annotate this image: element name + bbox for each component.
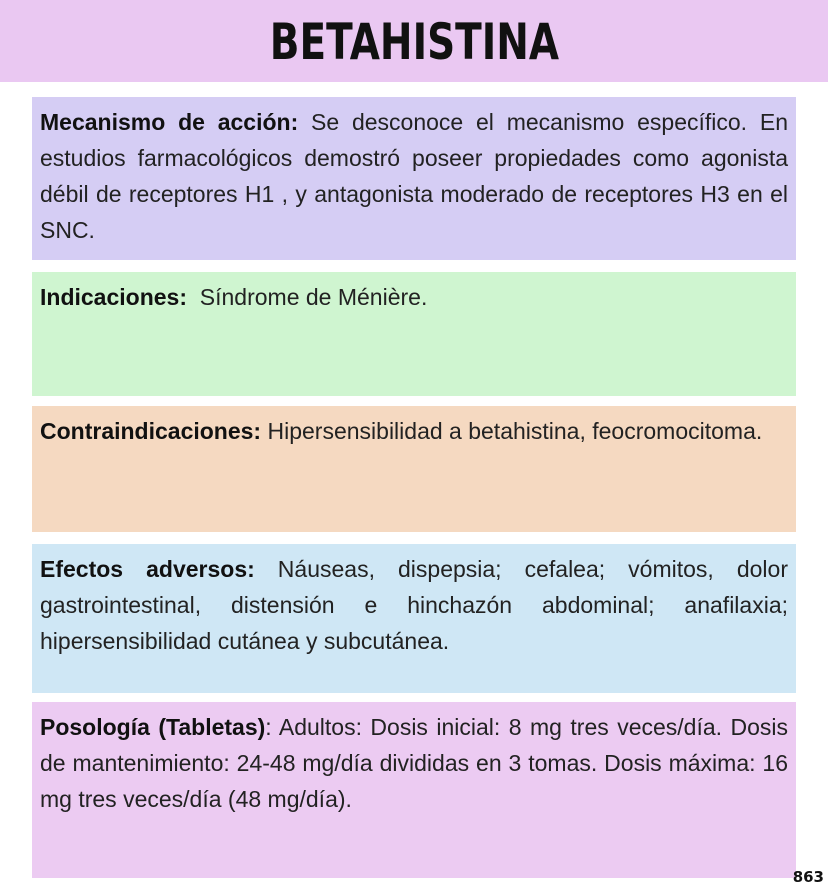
section-mecanismo-paragraph	[40, 104, 788, 248]
section-posologia-paragraph	[40, 709, 788, 817]
section-indicaciones	[32, 272, 796, 396]
section-efectos-text: Náuseas, dispepsia; cefalea; vómitos, dolor gastrointestinal, distensión e hinchazón abdominal; anafilaxia; hipersensibilidad cutánea y subcutánea.	[40, 556, 788, 654]
section-efectos-paragraph	[40, 551, 788, 659]
section-posologia	[32, 702, 796, 878]
section-mecanismo	[32, 97, 796, 260]
page-number: 863	[792, 868, 824, 886]
section-indicaciones-text: Síndrome de Ménière.	[186, 284, 428, 310]
section-mecanismo-text: Se desconoce el mecanismo específico. En estudios farmacológicos demostró poseer propiedades como agonista débil de receptores H1 , y antagonista moderado de receptores H3 en el SNC.	[40, 109, 788, 243]
section-indicaciones-paragraph	[40, 279, 788, 315]
section-mecanismo-label: Mecanismo de acción:	[40, 109, 299, 135]
section-indicaciones-label: Indicaciones:	[40, 284, 187, 310]
section-efectos-label: Efectos adversos:	[40, 556, 255, 582]
section-contraindicaciones-paragraph	[40, 413, 788, 449]
section-posologia-label: Posología (Tabletas)	[40, 714, 266, 740]
section-posologia-text: : Adultos: Dosis inicial: 8 mg tres veces/día. Dosis de mantenimiento: 24-48 mg/día divididas en 3 tomas. Dosis máxima: 16 mg tres veces/día (48 mg/día).	[40, 714, 788, 812]
section-contraindicaciones	[32, 406, 796, 532]
section-contraindicaciones-text: Hipersensibilidad a betahistina, feocromocitoma.	[261, 418, 763, 444]
section-contraindicaciones-label: Contraindicaciones:	[40, 418, 262, 444]
section-efectos-adversos	[32, 544, 796, 693]
page-title: BETAHISTINA	[269, 13, 559, 71]
title-bar	[0, 0, 828, 82]
